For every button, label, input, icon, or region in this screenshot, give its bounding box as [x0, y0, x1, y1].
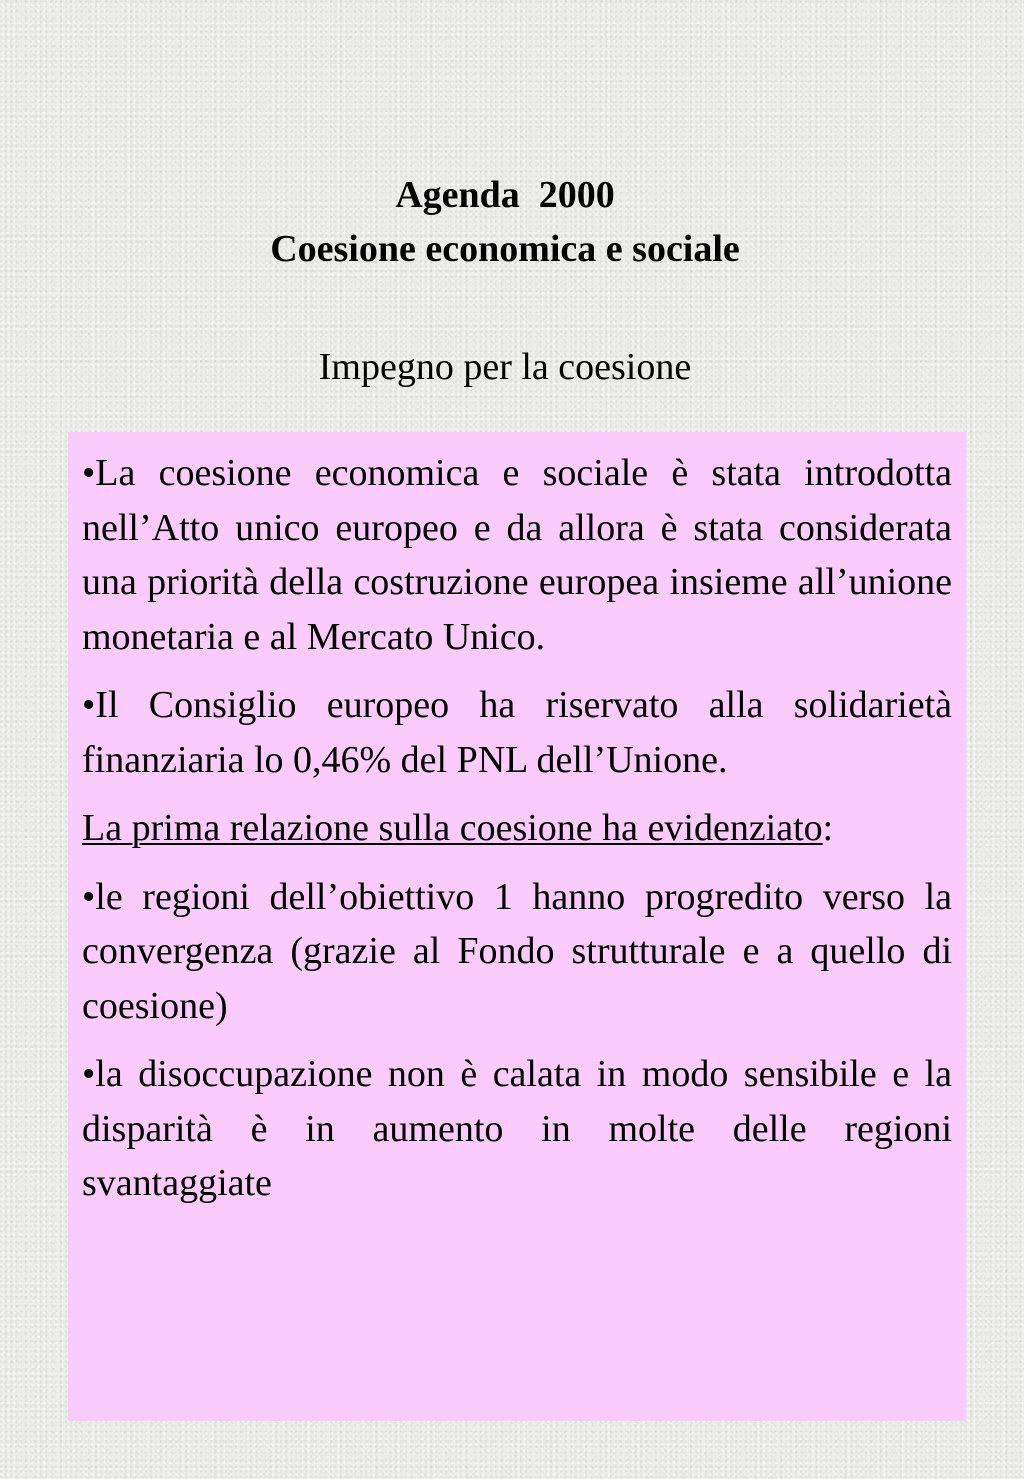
paragraph-coesione: •La coesione economica e sociale è stata introdotta nell’Atto unico europeo e da allora è stata considerata una priorità della costruzione europea insieme all’unione monetaria e al Mercato Unico.	[82, 452, 952, 658]
page-title: Agenda 2000	[395, 174, 615, 216]
section-subtitle: Impegno per la coesione	[318, 346, 692, 388]
title-block	[0, 168, 1010, 276]
page-subtitle-bold: Coesione economica e sociale	[270, 228, 740, 270]
finding-regioni: •le regioni dell’obiettivo 1 hanno progredito verso la convergenza (grazie al Fondo strutturale e a quello di coesione)	[82, 875, 952, 1027]
finding-disoccupazione: •la disoccupazione non è calata in modo sensibile e la disparità è in aumento in molte delle regioni svantaggiate	[82, 1053, 952, 1204]
content-panel	[68, 432, 966, 1421]
paragraph-consiglio: •Il Consiglio europeo ha riservato alla solidarietà finanziaria lo 0,46% del PNL dell’Unione.	[82, 684, 952, 781]
relazione-heading	[82, 801, 952, 856]
relazione-heading-text: La prima relazione sulla coesione ha evidenziato	[82, 807, 823, 849]
relazione-heading-colon: :	[822, 807, 834, 849]
